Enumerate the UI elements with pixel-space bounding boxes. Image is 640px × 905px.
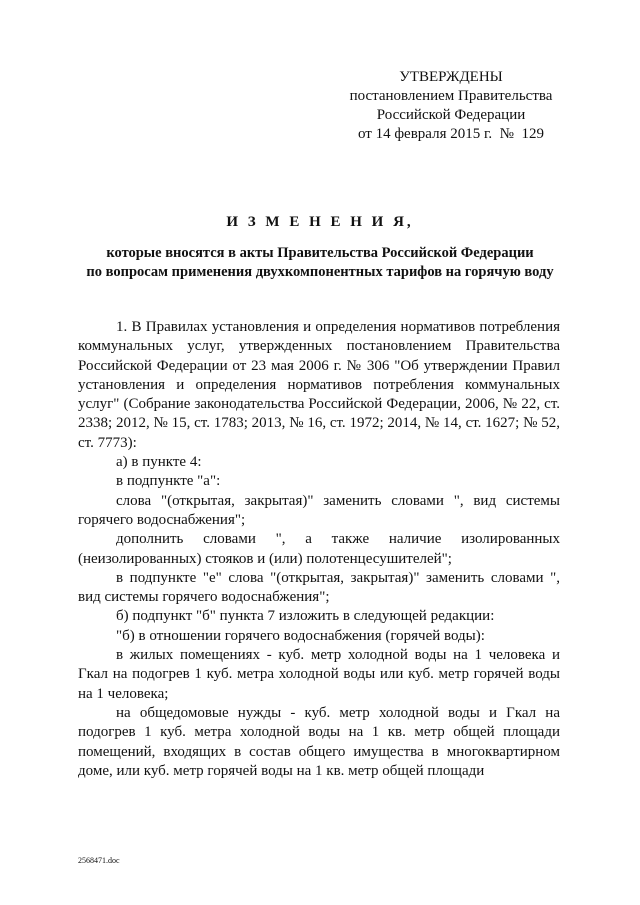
approval-authority: Российской Федерации — [376, 107, 526, 123]
paragraph-4: слова "(открытая, закрытая)" заменить словами ", вид системы горячего водоснабжения"; — [78, 492, 560, 528]
paragraph-3: в подпункте "а": — [116, 473, 221, 490]
paragraph-8: "б) в отношении горячего водоснабжения (горячей воды): — [116, 627, 485, 644]
paragraph-9: в жилых помещениях - куб. метр холодной воды на 1 человека и Гкал на подогрев 1 куб. метра холодной воды или куб. метр горячей воды на 1 человека; — [78, 647, 560, 702]
document-subtitle — [40, 244, 600, 282]
subtitle-line-2: по вопросам применения двухкомпонентных тарифов на горячую воду — [86, 264, 554, 280]
document-body — [78, 318, 560, 781]
document-title: И З М Е Н Е Н И Я, — [226, 214, 414, 230]
subtitle-line-1: которые вносятся в акты Правительства Российской Федерации — [106, 245, 534, 261]
paragraph-10: на общедомовые нужды - куб. метр холодной воды и Гкал на подогрев 1 куб. метра холодной воды на 1 кв. метр общей площади помещений, входящих в состав общего имущества в многоквартирном доме, или куб. метр горячей воды на 1 кв. метр общей площади — [78, 704, 560, 779]
paragraph-7: б) подпункт "б" пункта 7 изложить в следующей редакции: — [116, 608, 495, 625]
paragraph-1: 1. В Правилах установления и определения нормативов потребления коммунальных услуг, утвержденных постановлением Правительства Российской Федерации от 23 мая 2006 г. № 306 "Об утверждении Правил установления и определения нормативов потребления коммунальных услуг" (Собрание законодательства Российской Федерации, 2006, № 22, ст. 2338; 2012, № 15, ст. 1783; 2013, № 16, ст. 1972; 2014, № 14, ст. 1627; № 52, ст. 7773): — [78, 319, 560, 451]
paragraph-2: а) в пункте 4: — [116, 454, 202, 471]
approval-by: постановлением Правительства — [349, 88, 553, 104]
document-file-code: 2568471.doc — [78, 856, 120, 865]
approval-date-number: от 14 февраля 2015 г. № 129 — [357, 126, 544, 142]
paragraph-5: дополнить словами ", а также наличие изолированных (неизолированных) стояков и (или) полотенцесушителей"; — [78, 531, 560, 567]
approval-block — [340, 68, 562, 144]
approval-status: УТВЕРЖДЕНЫ — [399, 69, 503, 85]
paragraph-6: в подпункте "е" слова "(открытая, закрытая)" заменить словами ", вид системы горячего водоснабжения"; — [78, 569, 560, 606]
